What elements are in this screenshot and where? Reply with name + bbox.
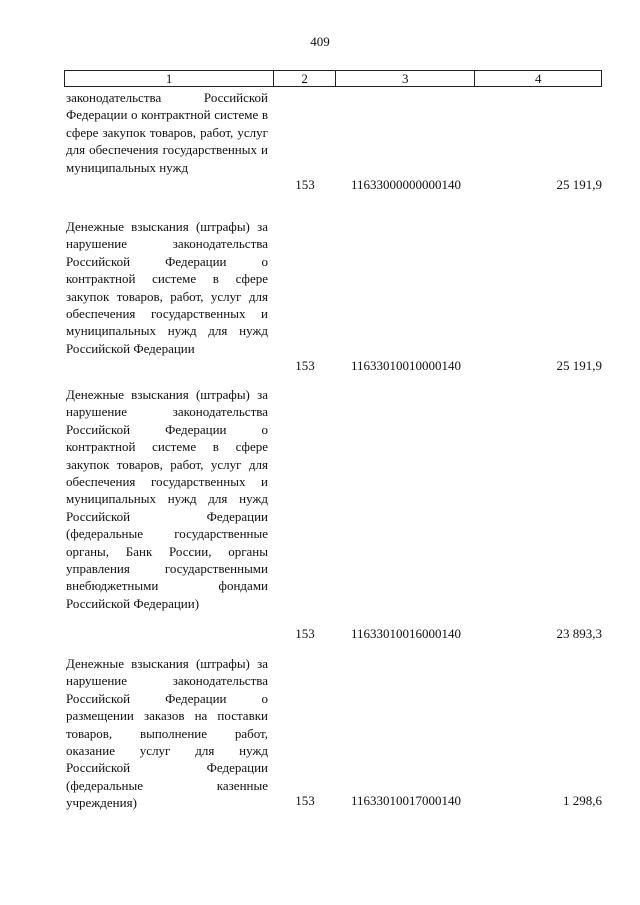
row-description: Денежные взыскания (штрафы) за нарушение законодательства Российской Федерации о размещении заказов на поставки товаров, выполнение работ, оказание услуг для нужд Российской Федерации (федеральные казенные учреждения) [66,656,268,811]
header-col-2: 2 [274,71,336,86]
row-code: 11633010016000140 [350,626,462,641]
row-chapter: 153 [295,358,315,373]
row-description: Денежные взыскания (штрафы) за нарушение законодательства Российской Федерации о контрактной системе в сфере закупок товаров, работ, услуг для обеспечения государственных и муниципальных нужд для нужд Российской Федерации (федеральные государственные органы, Банк России, органы управления государственными внебюджетными фондами Российской Федерации) [66,387,268,611]
row-code: 11633010010000140 [350,358,462,373]
row-amount: 25 191,9 [556,358,602,373]
row-code: 11633010017000140 [350,793,462,808]
table-row [64,89,602,193]
header-col-1: 1 [65,71,274,86]
row-chapter: 153 [295,626,315,641]
header-col-3: 3 [336,71,475,86]
page-number: 409 [310,34,330,49]
header-col-4: 4 [534,71,542,86]
table-row [64,386,602,648]
row-chapter: 153 [295,177,315,192]
row-description: Денежные взыскания (штрафы) за нарушение законодательства Российской Федерации о контрактной системе в сфере закупок товаров, работ, услуг для обеспечения государственных и муниципальных нужд для нужд Российской Федерации [66,219,268,356]
row-chapter: 153 [295,793,315,808]
row-amount: 1 298,6 [563,793,602,808]
table-row [64,218,602,376]
table-header [64,70,602,87]
table-row [64,655,602,815]
row-code: 11633000000000140 [350,177,462,192]
row-amount: 23 893,3 [556,626,602,641]
row-amount: 25 191,9 [556,177,602,192]
row-description: законодательства Российской Федерации о контрактной системе в сфере закупок товаров, работ, услуг для обеспечения государственных и муниципальных нужд [66,90,268,175]
